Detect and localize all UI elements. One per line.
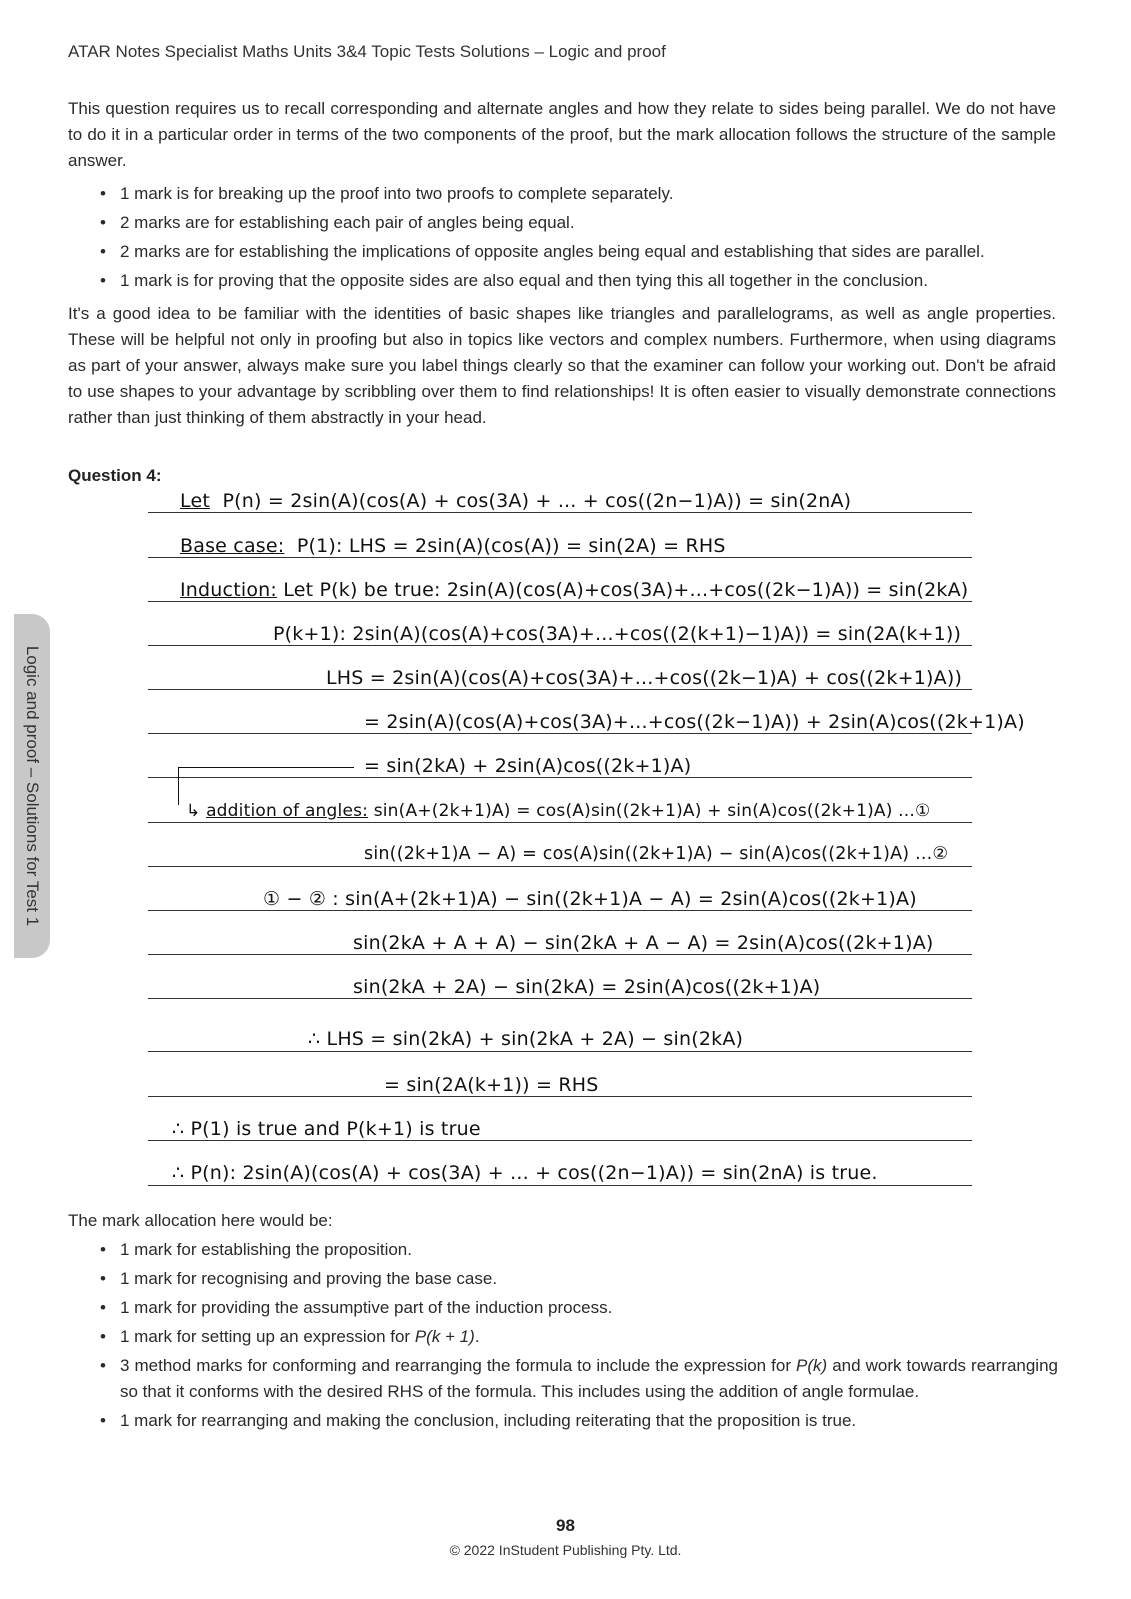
ruled-line — [148, 910, 972, 911]
intro-bullet-list — [100, 181, 1058, 297]
mark-text: 1 mark for setting up an expression for — [120, 1327, 415, 1346]
solution-line: ∴ P(n): 2sin(A)(cos(A) + cos(3A) + ... + cos((2n−1)A)) = sin(2nA) is true. — [172, 1162, 878, 1184]
mark-expression: P(k) — [796, 1356, 828, 1375]
solution-line: P(k+1): 2sin(A)(cos(A)+cos(3A)+...+cos((2(k+1)−1)A)) = sin(2A(k+1)) — [273, 623, 962, 645]
ruled-line — [148, 822, 972, 823]
solution-line — [180, 579, 968, 601]
advice-paragraph: It's a good idea to be familiar with the identities of basic shapes like triangles and parallelograms, as well as angle properties. These will be helpful not only in proofing but also in topics like vectors and complex numbers. Furthermore, when using diagrams as part of your answer, always make sure you label things clearly so that the examiner can follow your working out. Don't be afraid to use shapes to your advantage by scribbling over them to find relationships! It is often easier to visually demonstrate connections rather than just thinking of them abstractly in your head. — [68, 304, 1056, 427]
solution-line: LHS = 2sin(A)(cos(A)+cos(3A)+...+cos((2k−1)A) + cos((2k+1)A)) — [326, 667, 963, 689]
induction-label: Induction: — [180, 579, 277, 601]
ruled-line — [148, 689, 972, 690]
solution-line: ∴ LHS = sin(2kA) + sin(2kA + 2A) − sin(2kA) — [308, 1028, 744, 1050]
solution-line: ∴ P(1) is true and P(k+1) is true — [172, 1118, 481, 1140]
solution-line — [180, 535, 726, 557]
bracket-line — [178, 767, 179, 805]
ruled-line — [148, 866, 972, 867]
ruled-line — [148, 998, 972, 999]
addition-eq-1: sin(A+(2k+1)A) = cos(A)sin((2k+1)A) + sin(A)cos((2k+1)A) ...① — [373, 801, 931, 821]
induction-eq: Let P(k) be true: 2sin(A)(cos(A)+cos(3A)+...+cos((2k−1)A)) = sin(2kA) — [283, 579, 969, 601]
solution-line: sin(2kA + 2A) − sin(2kA) = 2sin(A)cos((2k+1)A) — [353, 976, 821, 998]
side-tab-label: Logic and proof – Solutions for Test 1 — [23, 645, 42, 927]
ruled-line — [148, 601, 972, 602]
mark-text: 3 method marks for conforming and rearranging the formula to include the expression for — [120, 1356, 797, 1375]
ruled-line — [148, 645, 972, 646]
solution-line — [186, 801, 930, 821]
list-item: • 1 mark for providing the assumptive part of the induction process. — [100, 1295, 1058, 1321]
copyright: © 2022 InStudent Publishing Pty. Ltd. — [449, 1542, 682, 1558]
mark-expression: P(k + 1) — [414, 1327, 475, 1346]
ruled-line — [148, 733, 972, 734]
proposition: P(n) = 2sin(A)(cos(A) + cos(3A) + ... + cos((2n−1)A)) = sin(2nA) — [222, 490, 852, 512]
solution-line: = sin(2A(k+1)) = RHS — [384, 1074, 599, 1096]
mark-text: . — [474, 1327, 480, 1346]
arrow-icon: ↳ — [186, 801, 201, 821]
let-label: Let — [180, 490, 210, 512]
solution-line: = sin(2kA) + 2sin(A)cos((2k+1)A) — [364, 755, 692, 777]
solution-line: ① − ② : sin(A+(2k+1)A) − sin((2k+1)A − A) = 2sin(A)cos((2k+1)A) — [263, 888, 917, 910]
list-item: • 1 mark is for breaking up the proof into two proofs to complete separately. — [100, 181, 1058, 207]
list-item: • 1 mark for rearranging and making the conclusion, including reiterating that the proposition is true. — [100, 1408, 1058, 1434]
list-item — [100, 1324, 1058, 1350]
ruled-line — [148, 1140, 972, 1141]
intro-paragraph: This question requires us to recall corresponding and alternate angles and how they relate to sides being parallel. We do not have to do it in a particular order in terms of the two components of the proof, but the mark allocation follows the structure of the sample answer. — [68, 99, 1056, 170]
list-item: • 2 marks are for establishing the implications of opposite angles being equal and establishing that sides are parallel. — [100, 239, 1058, 265]
list-item — [100, 1353, 1058, 1405]
addition-label: addition of angles: — [206, 801, 369, 821]
ruled-line — [148, 557, 972, 558]
list-item: • 2 marks are for establishing each pair of angles being equal. — [100, 210, 1058, 236]
page-number: 98 — [556, 1516, 575, 1535]
solution-line: sin(2kA + A + A) − sin(2kA + A − A) = 2sin(A)cos((2k+1)A) — [353, 932, 934, 954]
solution-line — [180, 490, 851, 512]
ruled-line — [148, 777, 972, 778]
ruled-line — [148, 1051, 972, 1052]
bracket-line — [178, 767, 354, 768]
mark-text: and work towards rearranging so that it conforms with the desired RHS of the formula. This includes using the addition of angle formulae. — [120, 1356, 1058, 1401]
base-case-label: Base case: — [180, 535, 285, 557]
page-header: ATAR Notes Specialist Maths Units 3&4 Topic Tests Solutions – Logic and proof — [68, 42, 666, 61]
handwritten-solution — [148, 480, 1025, 1220]
list-item: • 1 mark is for proving that the opposite sides are also equal and then tying this all together in the conclusion. — [100, 268, 1058, 294]
ruled-line — [148, 512, 972, 513]
ruled-line — [148, 1096, 972, 1097]
question-heading: Question 4: — [68, 466, 162, 485]
solution-line: sin((2k+1)A − A) = cos(A)sin((2k+1)A) − sin(A)cos((2k+1)A) ...② — [364, 844, 949, 864]
base-case-eq: P(1): LHS = 2sin(A)(cos(A)) = sin(2A) = RHS — [296, 535, 726, 557]
ruled-line — [148, 1185, 972, 1186]
list-item: • 1 mark for recognising and proving the base case. — [100, 1266, 1058, 1292]
list-item: • 1 mark for establishing the proposition. — [100, 1237, 1058, 1263]
marks-bullet-list — [100, 1237, 1058, 1437]
ruled-line — [148, 954, 972, 955]
solution-line: = 2sin(A)(cos(A)+cos(3A)+...+cos((2k−1)A)) + 2sin(A)cos((2k+1)A) — [364, 711, 1025, 733]
marks-intro: The mark allocation here would be: — [68, 1211, 333, 1230]
